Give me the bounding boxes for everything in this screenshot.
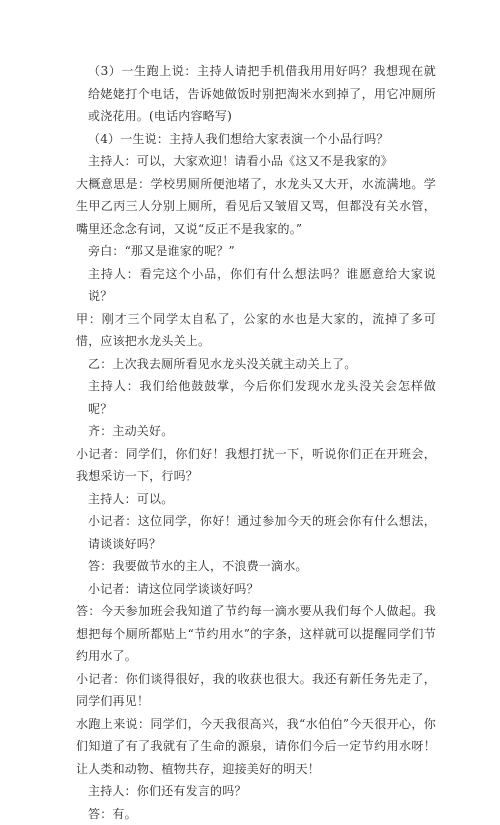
- paragraph-5: 旁白：“那又是谁家的呢？”: [88, 240, 436, 263]
- paragraph-4: 大概意思是：学校男厕所便池堵了，水龙头又大开，水流满地。学生甲乙丙三人分别上厕所，看见后又皱眉又骂，但都没有关水管，嘴里还念念有词，又说“反正不是我家的。”: [76, 173, 436, 241]
- paragraph-3: 主持人：可以，大家欢迎！请看小品《这又不是我家的》: [88, 150, 436, 173]
- paragraph-20: 答：有。: [88, 803, 436, 825]
- paragraph-2: （4）一生说：主持人我们想给大家表演一个小品行吗？: [88, 128, 436, 151]
- paragraph-19: 主持人：你们还有发言的吗？: [88, 780, 436, 803]
- paragraph-14: 答：我要做节水的主人，不浪费一滴水。: [88, 555, 436, 578]
- paragraph-6: 主持人：看完这个小品，你们有什么想法吗？谁愿意给大家说说？: [88, 263, 436, 308]
- paragraph-18: 水跑上来说：同学们，今天我很高兴，我“水伯伯”今天很开心，你们知道了有了我就有了生命的源泉，请你们今后一定节约用水呀！让人类和动物、植物共存，迎接美好的明天！: [76, 713, 436, 781]
- paragraph-13: 小记者：这位同学，你好！通过参加今天的班会你有什么想法，请谈谈好吗？: [88, 510, 436, 555]
- paragraph-10: 齐：主动关好。: [88, 420, 436, 443]
- paragraph-16: 答：今天参加班会我知道了节约每一滴水要从我们每个人做起。我想把每个厕所都贴上“节约用水”的字条，这样就可以提醒同学们节约用水了。: [76, 600, 436, 668]
- paragraph-7: 甲：刚才三个同学太自私了，公家的水也是大家的，流掉了多可惜，应该把水龙头关上。: [76, 308, 436, 353]
- paragraph-12: 主持人：可以。: [88, 488, 436, 511]
- paragraph-8: 乙：上次我去厕所看见水龙头没关就主动关上了。: [88, 353, 436, 376]
- paragraph-17: 小记者：你们谈得很好，我的收获也很大。我还有新任务先走了，同学们再见！: [76, 668, 436, 713]
- paragraph-1: （3）一生跑上说：主持人请把手机借我用用好吗？我想现在就给姥姥打个电话，告诉她做饭时别把淘米水到掉了，用它冲厕所或浇花用。(电话内容略写): [88, 60, 436, 128]
- paragraph-9: 主持人：我们给他鼓鼓掌，今后你们发现水龙头没关会怎样做呢？: [88, 375, 436, 420]
- paragraph-11: 小记者：同学们，你们好！我想打扰一下，听说你们正在开班会，我想采访一下，行吗？: [76, 443, 436, 488]
- paragraph-15: 小记者：请这位同学谈谈好吗？: [88, 578, 436, 601]
